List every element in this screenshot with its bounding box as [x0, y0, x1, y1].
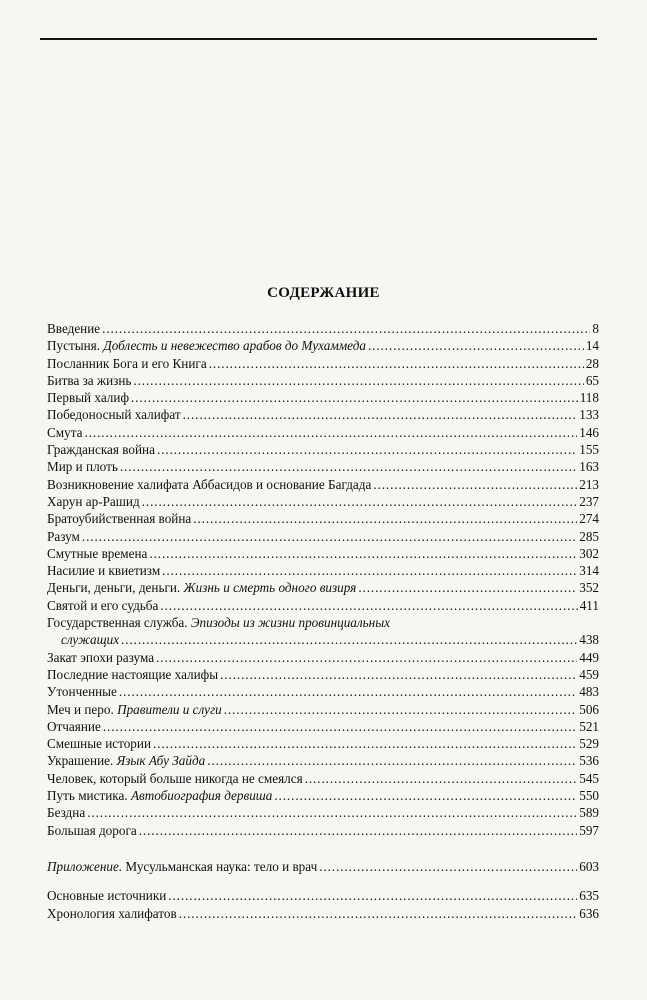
toc-entry — [47, 905, 599, 922]
toc-entry-page: 302 — [579, 545, 599, 561]
leader-dots — [102, 320, 590, 337]
toc-entry-page: 636 — [579, 905, 599, 921]
toc-entry-page: 545 — [579, 770, 599, 786]
leader-dots — [305, 770, 578, 787]
toc-entry-title: Отчаяние — [47, 718, 101, 734]
toc-entry-page: 163 — [579, 459, 599, 475]
toc-entry-title: Пустыня. — [47, 338, 104, 354]
toc-entry — [47, 804, 599, 821]
leader-dots — [168, 887, 577, 904]
toc-entry — [47, 787, 599, 804]
toc-entry-page: 521 — [579, 718, 599, 734]
leader-dots — [121, 631, 577, 648]
leader-dots — [358, 579, 577, 596]
toc-entry-label — [47, 337, 366, 354]
toc-entry-title: Большая дорога — [47, 822, 137, 838]
leader-dots — [220, 666, 577, 683]
toc-entry — [47, 458, 599, 475]
leader-dots — [153, 735, 577, 752]
toc-main-entries — [47, 320, 599, 614]
toc-entry-label — [47, 406, 181, 423]
leader-dots — [368, 337, 584, 354]
toc-entry-page: 274 — [579, 511, 599, 527]
toc-entry-page: 118 — [579, 390, 599, 406]
toc-entry-title: Смута — [47, 424, 83, 440]
toc-entry-page: 597 — [579, 822, 599, 838]
toc-entry-title: Утонченные — [47, 684, 117, 700]
toc-entry — [47, 683, 599, 700]
leader-dots — [193, 510, 577, 527]
toc-entry-page: 65 — [585, 372, 599, 388]
toc-entry-page: 352 — [579, 580, 599, 596]
toc-entry-page: 449 — [579, 649, 599, 665]
toc-entry-appendix — [47, 858, 599, 875]
toc-entry — [47, 320, 599, 337]
toc-entry-title: Смутные времена — [47, 545, 148, 561]
toc-main-entries-2 — [47, 649, 599, 839]
toc-entry-title: Мир и плоть — [47, 459, 118, 475]
toc-entry-page: 411 — [579, 597, 599, 613]
toc-entry — [47, 649, 599, 666]
toc-entry-page: 536 — [579, 753, 599, 769]
toc-entry — [47, 441, 599, 458]
leader-dots — [149, 545, 577, 562]
toc-entry-subtitle: Язык Абу Зайда — [116, 753, 206, 769]
toc-entry-title: Хронология халифатов — [47, 905, 177, 921]
leader-dots — [224, 701, 578, 718]
toc-entry-label — [47, 355, 207, 372]
toc-entry-title: Возникновение халифата Аббасидов и основание Багдада — [47, 476, 372, 492]
toc-entry — [47, 822, 599, 839]
toc-entry-page: 506 — [579, 701, 599, 717]
toc-entry-label — [47, 493, 140, 510]
leader-dots — [139, 822, 578, 839]
leader-dots — [183, 406, 578, 423]
toc-entry — [47, 770, 599, 787]
toc-entry — [47, 528, 599, 545]
toc-entry-title: Человек, который больше никогда не смеялся — [47, 770, 303, 786]
toc-entry-label — [47, 718, 101, 735]
appendix-title: Мусульманская наука: тело и врач — [122, 858, 318, 874]
toc-entry-label — [47, 887, 166, 904]
toc-entry-page: 438 — [579, 632, 599, 648]
toc-entry — [47, 493, 599, 510]
top-rule — [40, 38, 597, 40]
leader-dots — [160, 597, 577, 614]
toc-entry-title: Битва за жизнь — [47, 372, 132, 388]
toc-entry-subtitle: Автобиография дервиша — [130, 788, 273, 804]
toc-entry-title: Братоубийственная война — [47, 511, 192, 527]
leader-dots — [319, 858, 577, 875]
leader-dots — [133, 372, 583, 389]
toc-entry — [47, 562, 599, 579]
leader-dots — [373, 476, 577, 493]
toc-entry-label — [47, 441, 155, 458]
toc-entry — [47, 718, 599, 735]
table-of-contents — [47, 320, 599, 922]
toc-entry-title: Закат эпохи разума — [47, 649, 155, 665]
toc-entry — [47, 545, 599, 562]
leader-dots — [82, 528, 577, 545]
toc-entry — [47, 666, 599, 683]
toc-entry-label — [47, 579, 356, 596]
toc-entry-label — [47, 905, 177, 922]
toc-entry-page: 589 — [579, 805, 599, 821]
toc-entry — [47, 597, 599, 614]
toc-entry-label — [47, 545, 147, 562]
toc-entry-label — [47, 770, 303, 787]
toc-entry-title: Посланник Бога и его Книга — [47, 355, 207, 371]
toc-entry-label — [47, 666, 218, 683]
toc-entry-page: 28 — [585, 355, 599, 371]
toc-entry-label — [47, 372, 131, 389]
toc-entry-title: Святой и его судьба — [47, 597, 159, 613]
toc-entry — [47, 372, 599, 389]
toc-entry-title: Бездна — [47, 805, 86, 821]
toc-back-matter — [47, 887, 599, 922]
toc-entry — [47, 579, 599, 596]
leader-dots — [142, 493, 578, 510]
leader-dots — [85, 424, 578, 441]
leader-dots — [274, 787, 577, 804]
toc-entry-title: Первый халиф — [47, 390, 129, 406]
toc-entry-title: Деньги, деньги, деньги. — [47, 580, 184, 596]
leader-dots — [120, 458, 577, 475]
toc-entry — [47, 701, 599, 718]
toc-entry-title: Последние настоящие халифы — [47, 666, 219, 682]
leader-dots — [156, 649, 577, 666]
toc-entry-title: Разум — [47, 528, 80, 544]
toc-entry-subtitle: Правители и слуги — [117, 701, 222, 717]
toc-entry-label — [47, 476, 371, 493]
toc-entry-title: Введение — [47, 321, 101, 336]
toc-entry-title: Меч и перо. — [47, 701, 118, 717]
leader-dots — [207, 752, 577, 769]
toc-entry-page: 237 — [579, 493, 599, 509]
toc-entry-title: Украшение. — [47, 753, 117, 769]
leader-dots — [162, 562, 577, 579]
toc-entry-label — [47, 510, 191, 527]
toc-entry-subtitle: Эпизоды из жизни провинциальных — [190, 615, 390, 631]
toc-entry — [47, 389, 599, 406]
toc-entry-page: 529 — [579, 736, 599, 752]
toc-entry-label — [47, 683, 117, 700]
toc-entry-subtitle-cont: служащих — [61, 632, 120, 648]
toc-entry-page: 483 — [579, 684, 599, 700]
appendix-prefix: Приложение. — [47, 858, 123, 874]
toc-entry-label — [47, 528, 80, 545]
leader-dots — [179, 905, 578, 922]
toc-entry — [47, 355, 599, 372]
toc-entry-page: 635 — [579, 888, 599, 904]
toc-entry-label — [47, 458, 118, 475]
toc-entry-page: 133 — [579, 407, 599, 423]
toc-entry-label — [47, 389, 129, 406]
toc-entry-title: Насилие и квиетизм — [47, 563, 161, 579]
toc-entry-subtitle: Жизнь и смерть одного визиря — [183, 580, 357, 596]
toc-entry-title: Путь мистика. — [47, 788, 131, 804]
toc-entry — [47, 476, 599, 493]
toc-entry-page: 8 — [592, 321, 599, 336]
toc-entry-title: Смешные истории — [47, 736, 152, 752]
leader-dots — [131, 389, 578, 406]
toc-entry-page: 459 — [579, 666, 599, 682]
leader-dots — [119, 683, 577, 700]
toc-entry-label — [47, 320, 100, 337]
toc-entry-title: Харун ар-Рашид — [47, 493, 140, 509]
leader-dots — [87, 804, 577, 821]
toc-entry-label — [47, 804, 85, 821]
toc-entry-page: 155 — [579, 442, 599, 458]
leader-dots — [209, 355, 584, 372]
toc-entry-page: 213 — [579, 476, 599, 492]
toc-entry — [47, 735, 599, 752]
leader-dots — [157, 441, 577, 458]
appendix-page: 603 — [579, 858, 599, 874]
toc-entry-title: Государственная служба. — [47, 615, 191, 631]
toc-entry-label — [47, 752, 205, 769]
toc-entry — [47, 887, 599, 904]
toc-entry-page: 550 — [579, 788, 599, 804]
toc-entry — [47, 337, 599, 354]
toc-entry-label — [47, 822, 137, 839]
toc-entry-label — [47, 787, 272, 804]
toc-entry-label — [47, 562, 160, 579]
toc-entry-title: Основные источники — [47, 888, 167, 904]
toc-heading: СОДЕРЖАНИЕ — [267, 285, 380, 301]
leader-dots — [103, 718, 577, 735]
toc-entry — [47, 752, 599, 769]
toc-entry — [47, 424, 599, 441]
toc-entry-label — [47, 597, 158, 614]
toc-entry-page: 146 — [579, 424, 599, 440]
toc-entry-label — [47, 424, 83, 441]
toc-entry-wrapped — [47, 614, 599, 649]
toc-entry-label — [47, 735, 151, 752]
toc-entry-label — [47, 701, 222, 718]
toc-entry-title: Гражданская война — [47, 442, 155, 458]
toc-entry-subtitle: Доблесть и невежество арабов до Мухаммеда — [103, 338, 366, 354]
toc-entry-label — [47, 649, 154, 666]
toc-entry-page: 285 — [579, 528, 599, 544]
toc-entry-title: Победоносный халифат — [47, 407, 181, 423]
toc-entry — [47, 510, 599, 527]
toc-entry-page: 314 — [579, 563, 599, 579]
toc-entry-page: 14 — [585, 338, 599, 354]
toc-entry — [47, 406, 599, 423]
